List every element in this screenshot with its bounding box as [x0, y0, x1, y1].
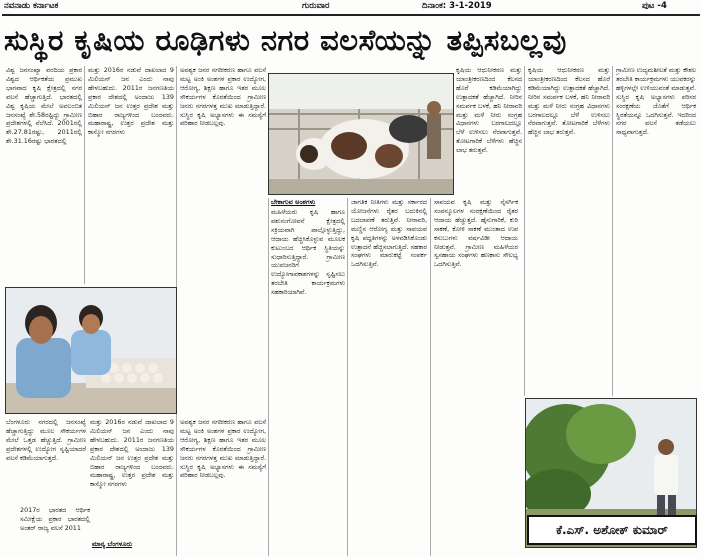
- article-column-4: ಮಹಿಳೆಯರು ಕೃಷಿ ಹಾಗೂ ಪಶುಸಂಗೋಪನೆ ಕ್ಷೇತ್ರದಲ್ಲಿ ಸಕ್ರಿಯವಾಗಿ ಪಾಲ್ಗೊಳ್ಳುತ್ತಿದ್ದು, ಆದಾಯ ಹೆಚ್ಚಿಸಿಕೊಳ್ಳುವ ಮೂಲಕ ಕುಟುಂಬದ ಆರ್ಥಿಕ ಸ್ಥಿತಿಯನ್ನು ಸುಧಾರಿಸುತ್ತಿದ್ದಾರೆ. ಗ್ರಾಮೀಣ ಯುವಜನರಿಗೆ ಉದ್ಯೋಗಾವಕಾಶಗಳನ್ನು ಸೃಷ್ಟಿಸಲು ತರಬೇತಿ ಕಾರ್ಯಕ್ರಮಗಳು ಸಹಕಾರಿಯಾಗಿವೆ.: [271, 208, 345, 297]
- article-column-12: ಅವಶ್ಯಕ ಜನರ ನಗರೀಕರಣ ಹಾಗೂ ವಲಸೆ ಮಟ್ಟ ಅಂಕಿ ಅಂಶಗಳ ಪ್ರಕಾರ ಉದ್ಯೋಗ, ಆರೋಗ್ಯ, ಶಿಕ್ಷಣ ಹಾಗೂ ಇತರ ಮೂಲ ಸೌಕರ್ಯಗಳ ಕೊರತೆಯಿಂದ ಗ್ರಾಮೀಣ ಜನರು ನಗರಗಳತ್ತ ಮುಖ ಮಾಡುತ್ತಿದ್ದಾರೆ. ಸುಸ್ಥಿರ ಕೃಷಿ ಅಭ್ಯಾಸಗಳು ಈ ಸಮಸ್ಯೆಗೆ ಪರಿಹಾರ ನೀಡಬಲ್ಲವು.: [180, 418, 266, 480]
- photo-women-workers: [5, 287, 177, 414]
- article-column-10: ಬೆಂಗಳೂರು ನಗರದಲ್ಲಿ ಜನಸಂಖ್ಯೆ ಹೆಚ್ಚಾಗುತ್ತಿದ್ದು ಮೂಲ ಸೌಕರ್ಯಗಳ ಮೇಲೆ ಒತ್ತಡ ಹೆಚ್ಚುತ್ತಿದೆ. ಗ್ರಾಮೀಣ ಪ್ರದೇಶಗಳಲ್ಲಿ ಉದ್ಯೋಗ ಸೃಷ್ಟಿಯಾದರೆ ವಲಸೆ ಕಡಿಮೆಯಾಗುತ್ತದೆ.: [6, 418, 86, 462]
- article-column-7: ಕೃಷಿಯ ಆಧುನೀಕರಣ ಮತ್ತು ಯಾಂತ್ರೀಕರಣದಿಂದ ಕೆಲಸದ ಹೊರೆ ಕಡಿಮೆಯಾಗಿದ್ದು ಉತ್ಪಾದಕತೆ ಹೆಚ್ಚಾಗಿದೆ. ನೀರಿನ ಸಮರ್ಪಕ ಬಳಕೆ, ಹನಿ ನೀರಾವರಿ ಮತ್ತು ಮಳೆ ನೀರು ಸಂಗ್ರಹ ವಿಧಾನಗಳು ಬರಗಾಲದಲ್ಲೂ ಬೆಳೆ ಉಳಿಸಲು ನೆರವಾಗುತ್ತವೆ. ತೋಟಗಾರಿಕೆ ಬೆಳೆಗಳು ಹೆಚ್ಚಿನ ಲಾಭ ತರುತ್ತವೆ.: [456, 66, 522, 155]
- cows-image: [269, 74, 453, 194]
- article-column-3: ಅವಶ್ಯಕ ಜನರ ನಗರೀಕರಣ ಹಾಗೂ ವಲಸೆ ಮಟ್ಟ ಅಂಕಿ ಅಂಶಗಳ ಪ್ರಕಾರ ಉದ್ಯೋಗ, ಆರೋಗ್ಯ, ಶಿಕ್ಷಣ ಹಾಗೂ ಇತರ ಮೂಲ ಸೌಕರ್ಯಗಳ ಕೊರತೆಯಿಂದ ಗ್ರಾಮೀಣ ಜನರು ನಗರಗಳತ್ತ ಮುಖ ಮಾಡುತ್ತಿದ್ದಾರೆ. ಸುಸ್ಥಿರ ಕೃಷಿ ಅಭ್ಯಾಸಗಳು ಈ ಸಮಸ್ಯೆಗೆ ಪರಿಹಾರ ನೀಡಬಲ್ಲವು.: [180, 66, 266, 128]
- article-column-6: ಸಾವಯವ ಕೃಷಿ ಮತ್ತು ನೈಸರ್ಗಿಕ ಸಂಪನ್ಮೂಲಗಳ ಸಂರಕ್ಷಣೆಯಿಂದ ರೈತರ ಆದಾಯ ಹೆಚ್ಚುತ್ತದೆ. ಹೈನುಗಾರಿಕೆ, ಕುರಿ ಸಾಕಣೆ, ಕೋಳಿ ಸಾಕಣೆ ಮುಂತಾದ ಉಪ ಕಸುಬುಗಳು ವರ್ಷವಿಡೀ ಆದಾಯ ನೀಡುತ್ತವೆ. ಗ್ರಾಮೀಣ ಮಹಿಳೆಯರ ಸ್ವಸಹಾಯ ಸಂಘಗಳು ಹಣಕಾಸು ಸೌಲಭ್ಯ ಒದಗಿಸುತ್ತಿವೆ.: [434, 198, 518, 269]
- weekday: ಗುರುವಾರ: [302, 1, 330, 11]
- subhead-2: ಮಾನ್ಯ ಬೆಂಗಳೂರು: [92, 540, 133, 548]
- column-rule: [347, 198, 348, 556]
- column-rule: [430, 198, 431, 556]
- article-column-2: ಮತ್ತು 2016ರ ನಡುವೆ ದಾಖಲಾದ 9 ಮಿಲಿಯನ್ ಜನ ಎಂದು ನಾವು ಹೇಳಬಹುದು. 2011ರ ಜನಗಣತಿಯ ಪ್ರಕಾರ ದೇಶದಲ್ಲಿ ಅಂದಾಜು 139 ಮಿಲಿಯನ್ ಜನ ಉತ್ತರ ಪ್ರದೇಶ ಮತ್ತು ಬಿಹಾರ ರಾಜ್ಯಗಳಿಂದ ಬಂದವರು. ಮಹಾರಾಷ್ಟ್ರ, ಉತ್ತರ ಪ್ರದೇಶ ಮತ್ತು ಕಾಸ್ಮೋ ನಗರಗಳು: [88, 66, 174, 137]
- column-rule: [84, 66, 85, 284]
- article-column-5: ಜಾಗತಿಕ ನೀತಿಗಳು ಮತ್ತು ಸರ್ಕಾರದ ಯೋಜನೆಗಳು ರೈತರ ಬದುಕಿನಲ್ಲಿ ಬದಲಾವಣೆ ತರುತ್ತಿವೆ. ನೀರಾವರಿ, ಮಣ್ಣಿನ ಆರೋಗ್ಯ ಮತ್ತು ಸಾವಯವ ಕೃಷಿ ಪದ್ಧತಿಗಳನ್ನು ಅಳವಡಿಸಿಕೊಂಡು ಉತ್ಪಾದನೆ ಹೆಚ್ಚಿಸಲಾಗುತ್ತಿದೆ. ಸಹಕಾರ ಸಂಘಗಳು ಮಾರುಕಟ್ಟೆ ಸಂಪರ್ಕ ಒದಗಿಸುತ್ತಿವೆ.: [351, 198, 427, 269]
- photo-cows: [268, 73, 454, 195]
- article-footer-left: 2017ರ ಭಾರತದ ಆರ್ಥಿಕ ಸಮೀಕ್ಷೆಯ ಪ್ರಕಾರ ಭಾರತದಲ್ಲಿ ಅಂತರ್ ರಾಜ್ಯ ವಲಸೆ 2011: [20, 506, 90, 532]
- headline: ಸುಸ್ಥಿರ ಕೃಷಿಯ ರೂಢಿಗಳು ನಗರ ವಲಸೆಯನ್ನು ತಪ್ಪಿಸಬಲ್ಲವು: [4, 23, 567, 57]
- paper-name: ನವನಾಡು ಕರ್ನಾಟಕ: [4, 1, 59, 11]
- column-rule: [612, 66, 613, 396]
- column-rule: [524, 66, 525, 396]
- article-column-11: ಮತ್ತು 2016ರ ನಡುವೆ ದಾಖಲಾದ 9 ಮಿಲಿಯನ್ ಜನ ಎಂದು ನಾವು ಹೇಳಬಹುದು. 2011ರ ಜನಗಣತಿಯ ಪ್ರಕಾರ ದೇಶದಲ್ಲಿ ಅಂದಾಜು 139 ಮಿಲಿಯನ್ ಜನ ಉತ್ತರ ಪ್ರದೇಶ ಮತ್ತು ಬಿಹಾರ ರಾಜ್ಯಗಳಿಂದ ಬಂದವರು. ಮಹಾರಾಷ್ಟ್ರ, ಉತ್ತರ ಪ್ರದೇಶ ಮತ್ತು ಕಾಸ್ಮೋ ನಗರಗಳು: [90, 418, 174, 489]
- women-workers-image: [6, 288, 176, 413]
- page-number: ಪುಟ -4: [642, 1, 667, 11]
- article-column-9: ಗ್ರಾಮೀಣ ಉದ್ಯಮಶೀಲತೆ ಮತ್ತು ಕೌಶಲ ತರಬೇತಿ ಕಾರ್ಯಕ್ರಮಗಳು ಯುವಕರನ್ನು ಹಳ್ಳಿಗಳಲ್ಲೇ ಉಳಿಯುವಂತೆ ಮಾಡುತ್ತವೆ. ಸುಸ್ಥಿರ ಕೃಷಿ ಅಭ್ಯಾಸಗಳು ಪರಿಸರ ಸಂರಕ್ಷಣೆಯ ಜೊತೆಗೆ ಆರ್ಥಿಕ ಸ್ಥಿರತೆಯನ್ನೂ ಒದಗಿಸುತ್ತವೆ. ಇದರಿಂದ ನಗರ ವಲಸೆ ತಡೆಯಲು ಸಾಧ್ಯವಾಗುತ್ತದೆ.: [616, 66, 696, 137]
- column-rule: [268, 198, 269, 556]
- subhead-1: ಬೇಕಾಗುವ ಅಂಶಗಳು: [271, 198, 316, 206]
- article-column-1: ವಿಶ್ವ ಜನಸಂಖ್ಯಾ ವರದಿಯ ಪ್ರಕಾರ ವಿಶ್ವದ ಆರ್ಥಿಕತೆಯ ಪ್ರಮುಖ ಭಾಗವಾದ ಕೃಷಿ ಕ್ಷೇತ್ರದಲ್ಲಿ ನಗರ ವಲಸೆ ಹೆಚ್ಚಾಗುತ್ತಿದೆ. ಭಾರತದಲ್ಲಿ ವಿಶ್ವ ಕೃಷಿಯ ಮೇಲೆ ಅವಲಂಬಿತ ಜನಸಂಖ್ಯೆ ಶೇ.58ರಷ್ಟಿದ್ದು ಗ್ರಾಮೀಣ ಪ್ರದೇಶಗಳಲ್ಲಿ ನೆಲೆಸಿದೆ. 2001ರಲ್ಲಿ ಶೇ.27.81ರಷ್ಟು, 2011ರಲ್ಲಿ ಶೇ.31.16ರಷ್ಟು ಭಾರತದಲ್ಲಿ: [6, 66, 82, 146]
- masthead-bar: [2, 0, 700, 16]
- photo-caption: ಕೆ.ಎಸ್. ಅಶೋಕ್ ಕುಮಾರ್: [527, 515, 697, 545]
- date: ದಿನಾಂಕ: 3-1-2019: [422, 1, 492, 11]
- article-column-8: ಕೃಷಿಯ ಆಧುನೀಕರಣ ಮತ್ತು ಯಾಂತ್ರೀಕರಣದಿಂದ ಕೆಲಸದ ಹೊರೆ ಕಡಿಮೆಯಾಗಿದ್ದು ಉತ್ಪಾದಕತೆ ಹೆಚ್ಚಾಗಿದೆ. ನೀರಿನ ಸಮರ್ಪಕ ಬಳಕೆ, ಹನಿ ನೀರಾವರಿ ಮತ್ತು ಮಳೆ ನೀರು ಸಂಗ್ರಹ ವಿಧಾನಗಳು ಬರಗಾಲದಲ್ಲೂ ಬೆಳೆ ಉಳಿಸಲು ನೆರವಾಗುತ್ತವೆ. ತೋಟಗಾರಿಕೆ ಬೆಳೆಗಳು ಹೆಚ್ಚಿನ ಲಾಭ ತರುತ್ತವೆ.: [528, 66, 610, 137]
